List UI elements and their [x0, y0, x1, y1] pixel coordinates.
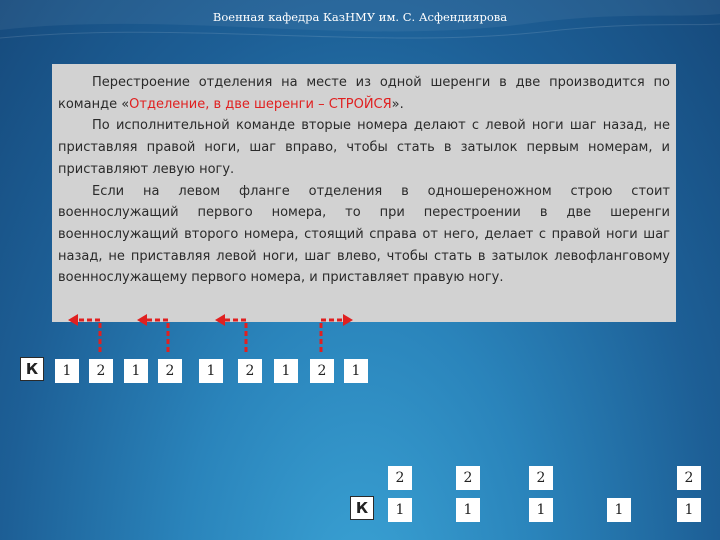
soldier-token: 1: [344, 359, 368, 383]
soldier-token: 2: [677, 466, 701, 490]
soldier-token: 2: [89, 359, 113, 383]
move-arrow-2: [145, 320, 168, 352]
soldier-token: 1: [55, 359, 79, 383]
move-arrow-3: [223, 320, 246, 352]
command-text: Отделение, в две шеренги – СТРОЙСЯ: [129, 96, 392, 112]
soldier-token: 1: [388, 498, 412, 522]
soldier-token: 1: [274, 359, 298, 383]
page-header: Военная кафедра КазНМУ им. С. Асфендиярова: [212, 10, 508, 24]
text-body: [58, 72, 670, 289]
soldier-token: 1: [677, 498, 701, 522]
soldier-token: 1: [199, 359, 223, 383]
soldier-token: 2: [310, 359, 334, 383]
paragraph-1-start: Перестроение отделения на месте из одной шеренги в две производится по команде «: [58, 75, 670, 112]
header-wave-decoration: [0, 0, 720, 50]
move-arrow-1: [76, 320, 100, 352]
commander-token: К: [350, 496, 374, 520]
soldier-token: 2: [388, 466, 412, 490]
soldier-token: 2: [158, 359, 182, 383]
paragraph-2: По исполнительной команде вторые номера делают с левой ноги шаг назад, не приставляя правой ноги, шаг вправо, чтобы стать в затылок первым номерам, и приставляют левую ногу.: [58, 118, 670, 177]
soldier-token: 2: [238, 359, 262, 383]
soldier-token: 1: [456, 498, 480, 522]
soldier-token: 1: [529, 498, 553, 522]
paragraph-3: Если на левом фланге отделения в одношереножном строю стоит военнослужащий первого номера, то при перестроении в две шеренги военнослужащий второго номера, стоящий справа от него, делает с правой ноги шаг назад, не приставляя левой ноги, шаг влево, чтобы стать в затылок левофланговому военнослужащему первого номера, и приставляет правую ногу.: [58, 183, 670, 286]
soldier-token: 2: [456, 466, 480, 490]
soldier-token: 2: [529, 466, 553, 490]
soldier-token: 1: [124, 359, 148, 383]
soldier-token: 1: [607, 498, 631, 522]
paragraph-1: [58, 72, 670, 115]
move-arrow-4: [321, 320, 345, 352]
commander-token: К: [20, 357, 44, 381]
paragraph-1-end: ».: [391, 96, 404, 112]
